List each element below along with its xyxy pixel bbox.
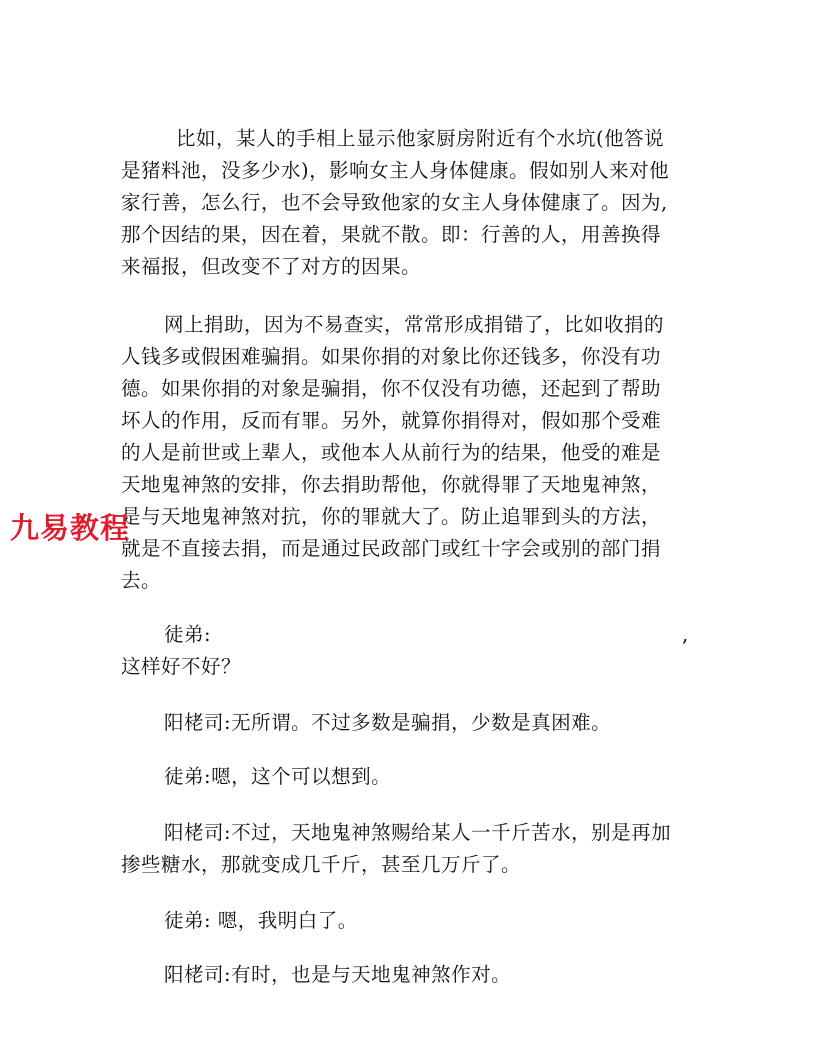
para8-line1: 阳栳司:有时，也是与天地鬼神煞作对。 [164,963,512,986]
para3-line1: 徒弟: [164,623,212,646]
para2-line1: 网上捐助，因为不易查实，常常形成捐错了，比如收捐的 [164,313,665,336]
para4-line1: 阳栳司:无所谓。不过多数是骗捐，少数是真困难。 [164,711,612,734]
para2-line6: 天地鬼神煞的安排，你去捐助帮他，你就得罪了天地鬼神煞， [121,473,662,496]
para2-line3: 德。如果你捐的对象是骗捐，你不仅没有功德，还起到了帮助 [121,377,662,400]
para3-line2: 这样好不好？ [121,655,242,678]
para2-line9: 去。 [121,569,162,592]
para5-line1: 徒弟:嗯，这个可以想到。 [164,765,392,788]
para2-line8: 就是不直接去捐，而是通过民政部门或红十字会或别的部门捐 [121,537,662,560]
para6-line1: 阳栳司:不过，天地鬼神煞赐给某人一千斤苦水，别是再加 [164,821,672,844]
para7-line1: 徒弟: 嗯，我明白了。 [164,909,358,932]
para1-line5: 来福报，但改变不了对方的因果。 [121,255,422,278]
para2-line7: 是与天地鬼神煞对抗，你的罪就大了。防止追罪到头的方法， [121,505,662,528]
para1-line3: 家行善，怎么行，也不会导致他家的女主人身体健康了。因为, [121,191,668,214]
para1-line1: 比如，某人的手相上显示他家厨房附近有个水坑(他答说 [176,127,665,150]
para6-line2: 掺些糖水，那就变成几千斤，甚至几万斤了。 [121,853,522,876]
para3-trailing-mark: , [682,623,689,646]
para2-line4: 坏人的作用，反而有罪。另外，就算你捐得对，假如那个受难 [121,409,662,432]
para2-line2: 人钱多或假困难骗捐。如果你捐的对象比你还钱多，你没有功 [121,345,662,368]
para1-line4: 那个因结的果，因在着，果就不散。即：行善的人，用善换得 [121,223,662,246]
para1-line2: 是猪料池，没多少水)，影响女主人身体健康。假如别人来对他 [121,159,670,182]
watermark-logo: 九易教程 [10,511,131,545]
para2-line5: 的人是前世或上辈人，或他本人从前行为的结果，他受的难是 [121,441,662,464]
